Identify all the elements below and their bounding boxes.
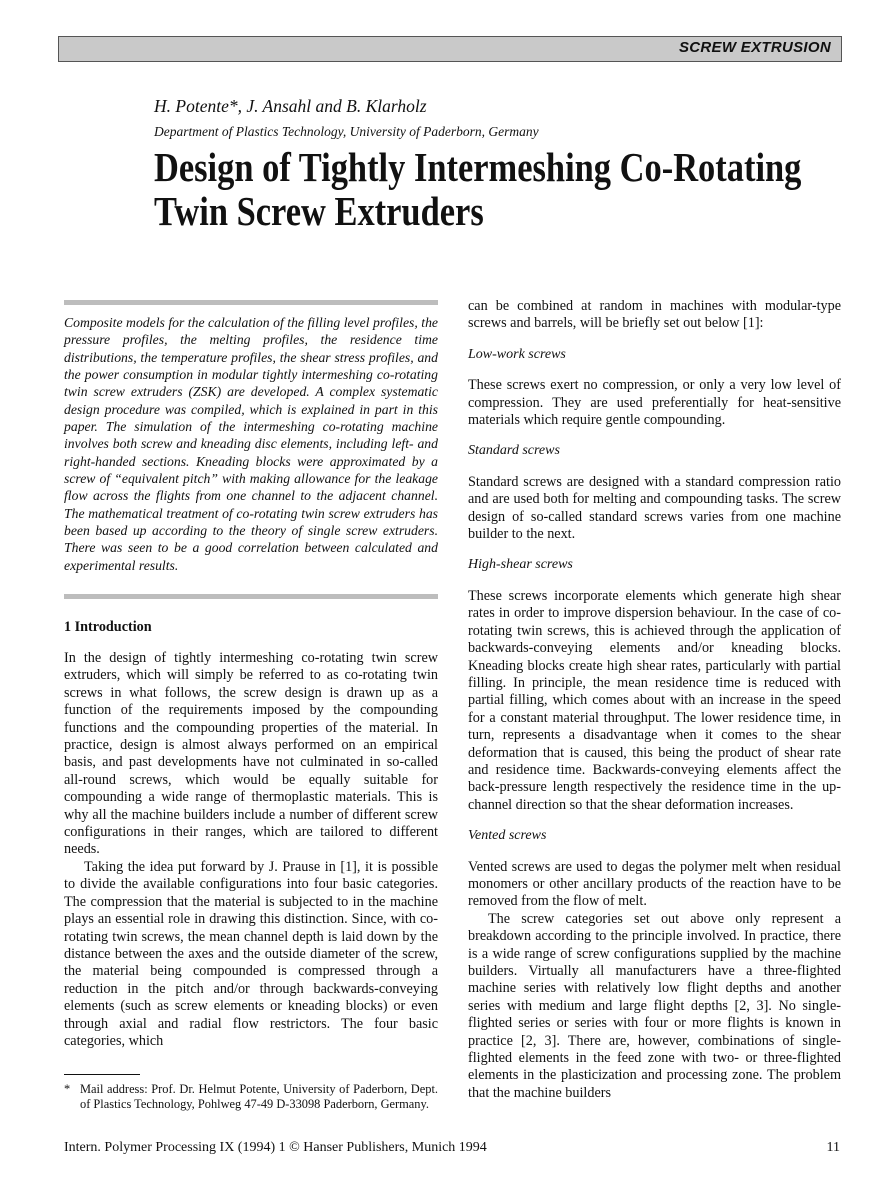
low-work-heading: Low-work screws <box>468 346 566 362</box>
abstract-top-rule <box>64 300 438 305</box>
article-title <box>154 144 802 234</box>
affiliation: Department of Plastics Technology, University of Paderborn, Germany <box>154 124 539 139</box>
high-shear-heading: High-shear screws <box>468 557 573 573</box>
footnote-rule <box>64 1074 140 1075</box>
vented-heading: Vented screws <box>468 828 547 844</box>
footnote-marker: * <box>64 1082 71 1096</box>
introduction-heading: 1 Introduction <box>64 619 152 635</box>
right-column-body <box>468 298 841 1102</box>
standard-text: Standard screws are designed with a standard compression ratio and are used both for melting and compounding tasks. The screw design of so-called standard screws varies from one machine builder to the next. <box>468 473 841 543</box>
intro-paragraph-2: Taking the idea put forward by J. Prause in [1], it is possible to divide the available configurations into four basic categories. The compression that the material is subjected to in the machine plays an essential role in drawing this distinction. Since, with co-rotating twin screws, the mean channel depth is laid down by the distance between the axes and the outside diameter of the screw, the material being compounded is compressed through a reduction in the pitch and/or through backwards-conveying elements (such as screw elements or kneading blocks) or even through axial and radial flow restrictors. The four basic categories, which <box>64 858 438 1049</box>
section-label: SCREW EXTRUSION <box>678 39 831 56</box>
high-shear-text: These screws incorporate elements which generate high shear rates in order to improve dispersion behaviour. In the case of co-rotating twin screws, this is achieved through the application of backwards-conveying elements and/or kneading blocks. Kneading blocks create high shear rates, particularly with partial filling. In principle, the mean residence time is reduced with partial filling, which comes about with an increase in the speed for a constant material throughput. The lower residence time, in turn, represents a disadvantage when it comes to the shear deformation that is caused, this being the product of shear rate and residence time. Backwards-conveying elements affect the back-pressure length respectively the residence time in the up-channel direction so that the shear deformation increases. <box>468 587 841 813</box>
footnote-text: Mail address: Prof. Dr. Helmut Potente, University of Paderborn, Dept. of Plastics Technology, Pohlweg 47-49 D-33098 Paderborn, Germany. <box>80 1082 438 1111</box>
closing-paragraph: The screw categories set out above only represent a breakdown according to the principle involved. In practice, there is a wide range of screw configurations supplied by the machine builders. Virtually all manufacturers have a three-flighted machine series with relatively low flight depths and another series with medium and large flight depths [2, 3]. No single-flighted series or series with four or more flights is known in practice [2, 3]. There are, however, combinations of single-flighted elements in the feed zone with two- or three-flighted elements in the plasticization and processing zone. The problem that the machine builders <box>468 910 841 1101</box>
vented-text: Vented screws are used to degas the polymer melt when residual monomers or other ancillary products of the reaction have to be removed from the flow of melt. <box>468 858 841 910</box>
title-line-2: Twin Screw Extruders <box>154 188 484 234</box>
abstract-bottom-rule <box>64 594 438 599</box>
journal-citation: Intern. Polymer Processing IX (1994) 1 © Hanser Publishers, Munich 1994 <box>64 1140 487 1155</box>
low-work-text: These screws exert no compression, or only a very low level of compression. They are used preferentially for heat-sensitive materials which require gentle compounding. <box>468 377 841 429</box>
abstract-text: Composite models for the calculation of the filling level profiles, the pressure profiles, the melting profiles, the residence time distributions, the temperature profiles, the shear stress profiles, and the power consumption in modular tightly intermeshing co-rotating twin screw extruders (ZSK) are developed. A complex systematic design procedure was compiled, which is explained in part in this paper. The simulation of the intermeshing co-rotating machine involves both screw and kneading disc elements, including left- and right-handed sections. Kneading blocks were approximated by a screw of “equivalent pitch” with making allowance for the leakage flow across the flights from one channel to the adjacent channel. The mathematical treatment of co-rotating twin screw extruders has been based up according to the theory of single screw extruders. There was seen to be a good correlation between calculated and experimental results. <box>64 315 438 573</box>
left-column-body <box>64 650 438 1050</box>
continuation-paragraph: can be combined at random in machines with modular-type screws and barrels, will be briefly set out below [1]: <box>468 298 841 332</box>
section-header-bar <box>58 36 842 62</box>
footnote <box>64 1082 438 1112</box>
page-number: 11 <box>826 1140 840 1155</box>
intro-paragraph-1: In the design of tightly intermeshing co-rotating twin screw extruders, which will simply be referred to as co-rotating twin screws in what follows, the screw design is drawn up as a function of the requirements imposed by the compounding functions and the compounding properties of the material. In practice, design is almost always performed on an empirical basis, and past developments have not culminated in so-called all-round screws, which would be equally suitable for compounding a wide range of thermoplastic materials. This is why all the machine builders include a number of different screw configurations in their ranges, which are tailored to different needs. <box>64 650 438 858</box>
title-line-1: Design of Tightly Intermeshing Co-Rotating <box>154 144 802 190</box>
standard-heading: Standard screws <box>468 443 560 459</box>
authors: H. Potente*, J. Ansahl and B. Klarholz <box>154 96 427 116</box>
abstract <box>64 314 438 574</box>
